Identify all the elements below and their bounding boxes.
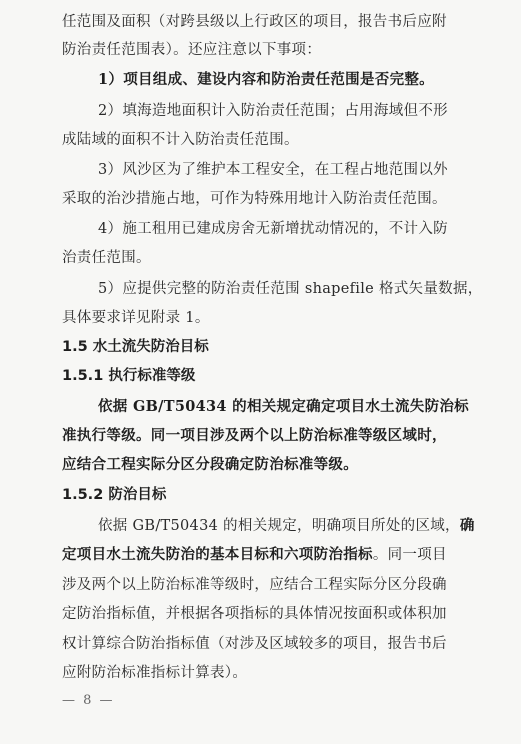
text-line: 应结合工程实际分区分段确定防治标准等级。 bbox=[62, 456, 358, 473]
list-item-3: 3）风沙区为了维护本工程安全，在工程占地范围以外 bbox=[98, 162, 448, 178]
text-span-bold: 定项目水土流失防治的基本目标和六项防治指标 bbox=[62, 546, 373, 563]
text-span: 依据 GB/T50434 的相关规定，明确项目所处的区域， bbox=[98, 518, 460, 534]
subsection-heading: 1.5.1 执行标准等级 bbox=[62, 368, 196, 384]
text-line: 涉及两个以上防治标准等级时，应结合工程实际分区分段确 bbox=[62, 577, 447, 593]
text-line: 任范围及面积（对跨县级以上行政区的项目，报告书后应附 bbox=[62, 14, 447, 30]
text-line: 应附防治标准指标计算表）。 bbox=[62, 665, 248, 681]
text-line: 采取的治沙措施占地，可作为特殊用地计入防治责任范围。 bbox=[62, 191, 447, 207]
subsection-heading: 1.5.2 防治目标 bbox=[62, 487, 167, 503]
list-item-2: 2）填海造地面积计入防治责任范围；占用海域但不形 bbox=[98, 103, 448, 119]
page-number: — 8 — bbox=[62, 693, 115, 708]
text-line bbox=[62, 545, 521, 565]
text-line: 准执行等级。同一项目涉及两个以上防治标准等级区域时， bbox=[62, 427, 447, 444]
text-line: 定防治指标值，并根据各项指标的具体情况按面积或体积加 bbox=[62, 606, 447, 622]
text-line: 防治责任范围表）。还应注意以下事项： bbox=[62, 42, 322, 58]
list-item-1: 1）项目组成、建设内容和防治责任范围是否完整。 bbox=[98, 71, 434, 88]
text-line bbox=[98, 516, 521, 536]
list-item-5: 5）应提供完整的防治责任范围 shapefile 格式矢量数据， bbox=[98, 281, 483, 297]
text-line: 依据 GB/T50434 的相关规定确定项目水土流失防治标 bbox=[98, 398, 469, 415]
text-span-bold: 确 bbox=[459, 517, 475, 534]
section-heading: 1.5 水土流失防治目标 bbox=[62, 339, 209, 355]
text-span: 。同一项目 bbox=[372, 547, 447, 563]
text-line: 具体要求详见附录 1。 bbox=[62, 310, 210, 326]
text-line: 权计算综合防治指标值（对涉及区域较多的项目，报告书后 bbox=[62, 636, 447, 652]
text-line: 成陆域的面积不计入防治责任范围。 bbox=[62, 132, 299, 148]
list-item-4: 4）施工租用已建成房舍无新增扰动情况的，不计入防 bbox=[98, 221, 448, 237]
text-line: 治责任范围。 bbox=[62, 250, 151, 266]
